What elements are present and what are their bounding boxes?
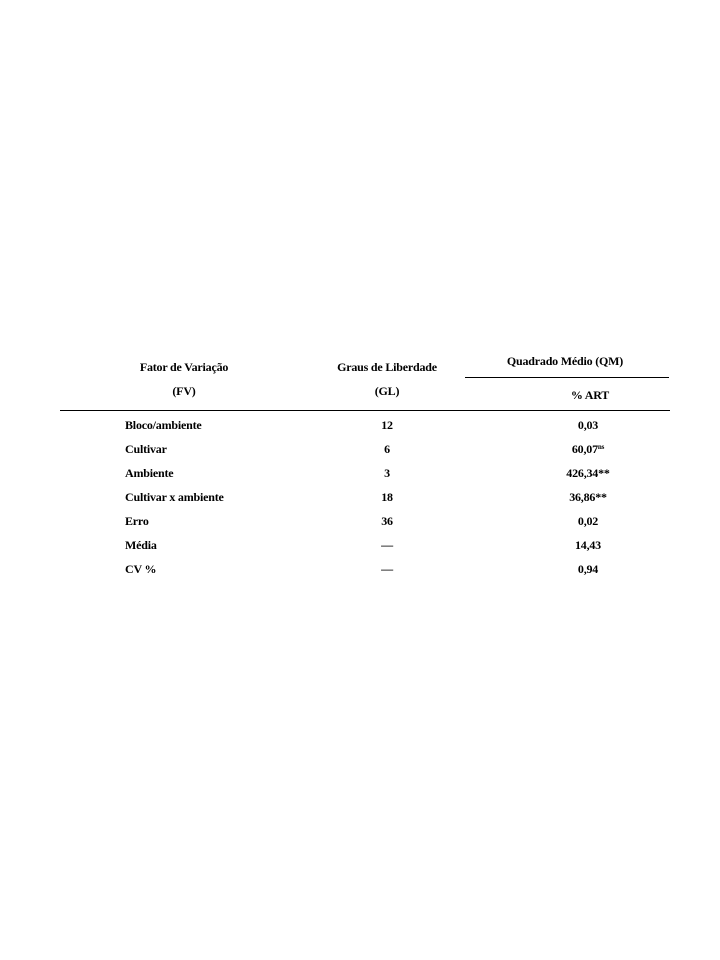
qm-value: 0,94 <box>577 562 599 576</box>
table-row-fv: Cultivar <box>125 442 167 456</box>
header-qm-underline <box>465 377 669 378</box>
table-row-gl: 18 <box>381 490 393 504</box>
table-row-gl: 36 <box>381 514 393 528</box>
header-gl-abbrev: (GL) <box>374 384 400 398</box>
qm-value: 0,02 <box>577 514 599 528</box>
header-bottom-rule <box>60 410 670 411</box>
header-fv-abbrev: (FV) <box>172 384 196 398</box>
significance-marker: ns <box>597 443 605 451</box>
table-row-qm <box>538 538 638 553</box>
table-row-gl: 6 <box>384 442 390 456</box>
table-row-qm <box>538 562 638 577</box>
table-row-fv: Média <box>125 538 157 552</box>
table-row-qm <box>538 418 638 433</box>
anova-table <box>60 340 670 590</box>
table-row-qm <box>538 490 638 505</box>
qm-value: 14,43 <box>574 538 601 552</box>
header-fv-label: Fator de Variação <box>139 360 229 374</box>
table-row-gl: — <box>381 538 393 552</box>
table-row-fv: Erro <box>125 514 149 528</box>
table-row-fv: Bloco/ambiente <box>125 418 202 432</box>
header-qm-unit: % ART <box>570 388 610 402</box>
table-row-fv: Ambiente <box>125 466 174 480</box>
header-qm-group: Quadrado Médio (QM) <box>506 354 624 368</box>
table-row-fv: Cultivar x ambiente <box>125 490 224 504</box>
qm-value: 36,86** <box>569 490 607 504</box>
table-row-gl: 3 <box>384 466 390 480</box>
header-gl-label: Graus de Liberdade <box>337 360 437 374</box>
table-row-qm <box>538 466 638 481</box>
qm-value: 60,07 <box>571 442 598 456</box>
table-row-qm <box>538 514 638 529</box>
table-row-fv: CV % <box>125 562 157 576</box>
table-row-qm <box>538 442 638 457</box>
table-row-gl: — <box>381 562 393 576</box>
qm-value: 0,03 <box>577 418 599 432</box>
qm-value: 426,34** <box>566 466 610 480</box>
table-row-gl: 12 <box>381 418 393 432</box>
